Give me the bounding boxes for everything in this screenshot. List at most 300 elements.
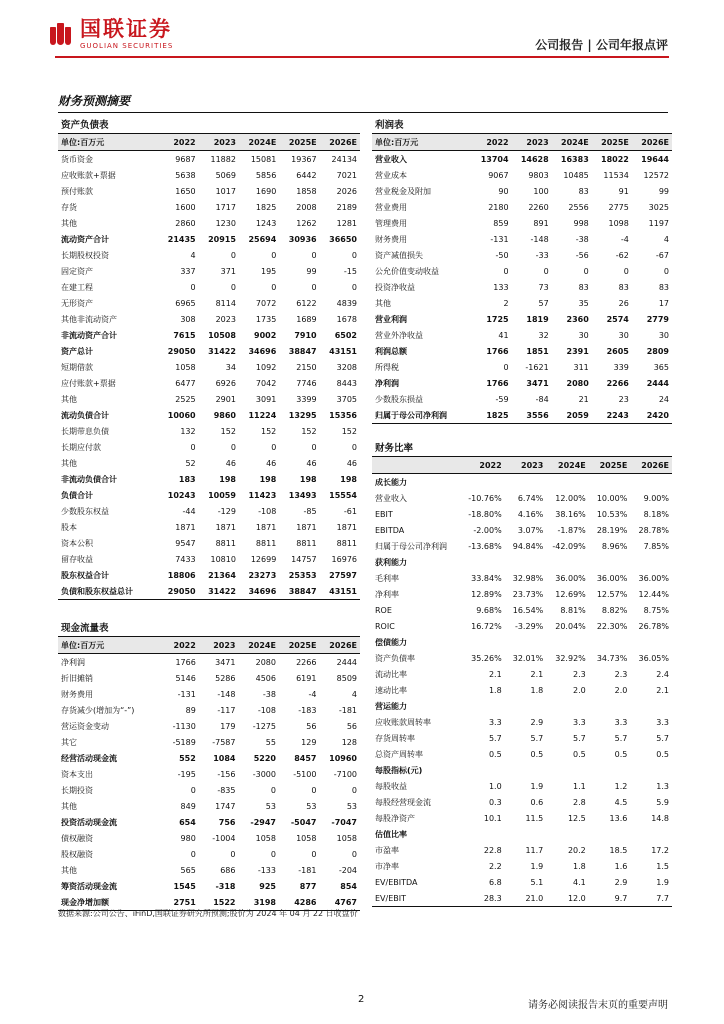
cell-value: -10.76% <box>468 493 502 503</box>
cell-value: 5.7 <box>573 733 586 743</box>
cell-value: 35.26% <box>471 653 502 663</box>
cell-value: 3705 <box>336 394 357 404</box>
cell-value: 15554 <box>329 490 357 500</box>
cell-value: 26.78% <box>638 621 669 631</box>
cell-value <box>589 826 631 842</box>
cell-value: 34 <box>225 362 236 372</box>
cell-value: 1098 <box>608 218 629 228</box>
table-row <box>372 602 672 618</box>
table-row <box>58 718 360 734</box>
row-label: 营业费用 <box>375 202 407 212</box>
table-row <box>372 522 672 538</box>
table-row <box>372 586 672 602</box>
cell-value: 38847 <box>279 583 319 600</box>
cell-value: 2.4 <box>656 669 669 679</box>
cell-value: 32.92% <box>555 653 586 663</box>
cell-value: 2901 <box>215 394 236 404</box>
table-row <box>372 698 672 714</box>
row-label: 长期投资 <box>61 785 93 795</box>
cell-value: 6191 <box>296 673 317 683</box>
cell-value: 13.6 <box>609 813 628 823</box>
table-row <box>58 375 360 391</box>
cell-value: 0 <box>351 785 357 795</box>
cell-value: 337 <box>180 266 196 276</box>
cell-value: 1084 <box>213 753 236 763</box>
cell-value: 1058 <box>296 833 317 843</box>
cell-value: 14.8 <box>651 813 669 823</box>
table-row <box>58 327 360 343</box>
cell-value: 152 <box>261 426 277 436</box>
cash-flow-table <box>58 618 360 911</box>
cell-value: 12.69% <box>555 589 586 599</box>
cell-value: 1243 <box>255 218 277 228</box>
cell-value <box>589 698 631 714</box>
table-row <box>372 778 672 794</box>
cell-value: 1.3 <box>656 781 669 791</box>
row-label: 债权融资 <box>61 833 93 843</box>
header-year: 2025E <box>589 457 631 474</box>
cell-value <box>630 762 672 778</box>
cell-value: 12.57% <box>596 589 628 599</box>
cell-value: 5.7 <box>656 733 669 743</box>
header-unit: 单位:百万元 <box>58 134 158 151</box>
cell-value: 2574 <box>606 314 629 324</box>
cell-value: 0 <box>543 266 549 276</box>
table-row <box>58 846 360 862</box>
table-row <box>372 730 672 746</box>
row-label: 每股净资产 <box>375 813 415 823</box>
row-label: 资本公积 <box>61 538 93 548</box>
row-label: 毛利率 <box>375 573 399 583</box>
cell-value: 2420 <box>632 407 672 424</box>
cell-value: 0 <box>270 785 276 795</box>
row-label: 速动比率 <box>375 685 407 695</box>
cell-value <box>505 554 547 570</box>
cell-value: 1689 <box>296 314 317 324</box>
row-label: ROE <box>375 605 392 615</box>
header-year: 2024E <box>552 134 592 151</box>
cell-value: 2525 <box>175 394 196 404</box>
cell-value: 21435 <box>167 234 196 244</box>
cell-value: 0 <box>230 849 236 859</box>
table-row <box>58 199 360 215</box>
cell-value: 1600 <box>175 202 196 212</box>
cell-value: 891 <box>533 218 549 228</box>
cell-value: -7100 <box>333 769 357 779</box>
cell-value: -13.68% <box>468 541 502 551</box>
row-label: 每股指标(元) <box>375 765 423 775</box>
table-row <box>58 503 360 519</box>
cell-value: 28.78% <box>638 525 669 535</box>
table-row <box>372 826 672 842</box>
cell-value: 1871 <box>296 522 317 532</box>
cell-value: 22.30% <box>596 621 628 631</box>
cell-value <box>546 698 589 714</box>
cell-value: 24134 <box>331 154 357 164</box>
row-label: 货币资金 <box>61 154 93 164</box>
cell-value: 2059 <box>552 407 592 424</box>
cell-value: 46 <box>266 458 277 468</box>
table-row <box>58 343 360 359</box>
cell-value: 34.73% <box>596 653 628 663</box>
cell-value: 35 <box>578 298 589 308</box>
row-label: 流动比率 <box>375 669 407 679</box>
cell-value: 43151 <box>329 346 357 356</box>
table-row <box>58 151 360 168</box>
cell-value <box>462 554 505 570</box>
table-header-row <box>372 457 672 474</box>
table-row <box>58 551 360 567</box>
table-header-row <box>372 134 672 151</box>
cell-value: 0 <box>583 266 589 276</box>
cell-value: -2947 <box>250 817 276 827</box>
table-row <box>58 295 360 311</box>
cell-value: 552 <box>179 753 196 763</box>
financial-ratios-table <box>372 438 672 907</box>
cell-value: 46 <box>346 458 357 468</box>
row-label: 估值比率 <box>375 829 407 839</box>
cell-value: 5638 <box>175 170 196 180</box>
row-label: 流动负债合计 <box>61 410 109 420</box>
cell-value <box>546 474 589 491</box>
cell-value: -148 <box>530 234 549 244</box>
cell-value: 179 <box>220 721 236 731</box>
cell-value: 7072 <box>255 298 277 308</box>
cell-value: 28.19% <box>596 525 628 535</box>
row-label: 市盈率 <box>375 845 399 855</box>
cell-value: 128 <box>341 737 357 747</box>
cell-value: -42.09% <box>552 541 586 551</box>
table-row <box>372 199 672 215</box>
table-row <box>58 231 360 247</box>
row-label: 非流动资产合计 <box>61 330 117 340</box>
header-year: 2022 <box>159 637 199 654</box>
cell-value: 27597 <box>329 570 357 580</box>
table-row <box>58 782 360 798</box>
header-year: 2023 <box>199 637 239 654</box>
cell-value: 1819 <box>526 314 549 324</box>
cell-value: 4.5 <box>614 797 628 807</box>
table-row <box>372 746 672 762</box>
table-row <box>58 279 360 295</box>
cell-value: 152 <box>301 426 317 436</box>
cell-value: 17.2 <box>651 845 669 855</box>
row-label: 每股经营现金流 <box>375 797 431 807</box>
cell-value: 30 <box>658 330 669 340</box>
cell-value: 1717 <box>215 202 236 212</box>
cell-value: 23 <box>618 394 629 404</box>
table-row <box>372 874 672 890</box>
cell-value: 198 <box>219 474 236 484</box>
header-year: 2026E <box>632 134 672 151</box>
cell-value: 0 <box>190 442 196 452</box>
cell-value: 3556 <box>512 407 552 424</box>
table-caption: 利润表 <box>372 115 672 134</box>
row-label: 其他 <box>61 218 77 228</box>
cell-value: 6502 <box>334 330 357 340</box>
cell-value: 198 <box>299 474 317 484</box>
cell-value: 12.89% <box>471 589 502 599</box>
row-label: 每股收益 <box>375 781 407 791</box>
cell-value: -7047 <box>331 817 357 827</box>
cell-value: 94.84% <box>512 541 544 551</box>
row-label: EBIT <box>375 509 393 519</box>
header-unit: 单位:百万元 <box>372 134 471 151</box>
cell-value: -148 <box>217 689 236 699</box>
table-row <box>58 702 360 718</box>
cell-value: -181 <box>298 865 317 875</box>
cell-value: 31422 <box>208 346 236 356</box>
table-row <box>58 167 360 183</box>
cell-value: 11534 <box>603 170 629 180</box>
cell-value: 34696 <box>248 346 277 356</box>
header-year: 2023 <box>512 134 552 151</box>
data-source-note: 数据来源:公司公告、iFinD,国联证券研究所预测;股价为 2024 年 04 月 22 日收盘价 <box>58 909 358 918</box>
cell-value: 90 <box>498 186 509 196</box>
cell-value: -84 <box>535 394 549 404</box>
row-label: 预付账款 <box>61 186 93 196</box>
cell-value: 1058 <box>255 833 276 843</box>
cell-value: -67 <box>655 250 669 260</box>
cell-value: 8.96% <box>601 541 628 551</box>
cell-value: -183 <box>298 705 317 715</box>
table-row <box>372 650 672 666</box>
cell-value: 83 <box>658 282 669 292</box>
cell-value: 2243 <box>592 407 632 424</box>
cell-value: 73 <box>538 282 549 292</box>
table-row <box>58 750 360 766</box>
table-row <box>58 263 360 279</box>
row-label: 资产负债率 <box>375 653 415 663</box>
cell-value: 8811 <box>255 538 277 548</box>
cell-value: 365 <box>653 362 669 372</box>
table-row <box>58 311 360 327</box>
cell-value: 8811 <box>296 538 317 548</box>
logo-text-en: GUOLIAN SECURITIES <box>80 42 174 50</box>
cell-value: 53 <box>346 801 357 811</box>
cell-value: 2605 <box>606 346 629 356</box>
cell-value: 10485 <box>563 170 589 180</box>
cell-value: 3025 <box>648 202 669 212</box>
row-label: 财务费用 <box>61 689 93 699</box>
logo-text-cn: 国联证券 <box>80 17 172 41</box>
cell-value: 17 <box>658 298 669 308</box>
cell-value: 4286 <box>279 894 319 911</box>
cell-value: 1858 <box>296 186 317 196</box>
cell-value: 34696 <box>239 583 279 600</box>
cell-value: 18.5 <box>609 845 628 855</box>
cell-value: 198 <box>340 474 357 484</box>
cell-value: 2809 <box>646 346 669 356</box>
cell-value: 9547 <box>175 538 196 548</box>
cell-value: -62 <box>615 250 629 260</box>
cell-value: 12699 <box>250 554 277 564</box>
cell-value: 2444 <box>336 657 357 667</box>
cell-value: 15081 <box>250 154 277 164</box>
row-label: 资本支出 <box>61 769 93 779</box>
cell-value: 1725 <box>486 314 509 324</box>
cell-value: 133 <box>493 282 509 292</box>
cell-value: 2860 <box>175 218 196 228</box>
cell-value: 52 <box>185 458 196 468</box>
table-row <box>58 471 360 487</box>
cell-value: 13493 <box>288 490 317 500</box>
cell-value: 83 <box>578 186 589 196</box>
row-label: 偿债能力 <box>375 637 407 647</box>
cell-value: 41 <box>498 330 509 340</box>
row-label: 股权融资 <box>61 849 93 859</box>
cell-value: 16976 <box>331 554 357 564</box>
cell-value: 0 <box>271 442 277 452</box>
cell-value: 5146 <box>175 673 196 683</box>
cell-value: 7433 <box>175 554 196 564</box>
cell-value: -1621 <box>525 362 549 372</box>
cell-value: -129 <box>217 506 236 516</box>
row-label: 股东权益合计 <box>61 570 109 580</box>
cell-value: -181 <box>338 705 357 715</box>
cell-value: -56 <box>575 250 589 260</box>
cell-value: 1.8 <box>488 685 502 695</box>
cell-value <box>630 474 672 491</box>
header-year: 2026E <box>630 457 672 474</box>
cell-value: 2444 <box>646 378 669 388</box>
row-label: 短期借款 <box>61 362 93 372</box>
cell-value: 10.53% <box>596 509 628 519</box>
cell-value: 5.9 <box>656 797 669 807</box>
cell-value: 53 <box>265 801 276 811</box>
cell-value: 1.5 <box>656 861 669 871</box>
cell-value: 2.1 <box>656 685 669 695</box>
cell-value: 10508 <box>208 330 236 340</box>
cell-value: 9860 <box>213 410 236 420</box>
cell-value: -1130 <box>172 721 196 731</box>
cell-value: 5220 <box>253 753 276 763</box>
cell-value: 2.0 <box>614 685 628 695</box>
row-label: 负债合计 <box>61 490 93 500</box>
cell-value: 7.7 <box>630 890 672 907</box>
cell-value: 2779 <box>646 314 669 324</box>
cell-value: 1.8 <box>573 861 586 871</box>
cell-value: 6965 <box>175 298 196 308</box>
table-row <box>372 794 672 810</box>
cell-value: 22.8 <box>483 845 502 855</box>
cell-value: 3471 <box>215 657 236 667</box>
table-row <box>58 215 360 231</box>
row-label: 公允价值变动收益 <box>375 266 439 276</box>
table-row <box>372 554 672 570</box>
cell-value: -44 <box>182 506 196 516</box>
table-row <box>58 654 360 671</box>
cell-value: 1.8 <box>530 685 544 695</box>
cell-value: -3.29% <box>514 621 544 631</box>
cell-value: 83 <box>578 282 589 292</box>
row-label: 投资活动现金流 <box>61 817 117 827</box>
cell-value: 18806 <box>167 570 196 580</box>
cell-value: 152 <box>220 426 236 436</box>
cell-value: 16383 <box>560 154 589 164</box>
cell-value: 2 <box>503 298 509 308</box>
table-row <box>58 183 360 199</box>
cell-value: 89 <box>185 705 196 715</box>
table-row <box>58 878 360 894</box>
cell-value: 198 <box>259 474 277 484</box>
cell-value: 1017 <box>215 186 236 196</box>
header-year: 2023 <box>505 457 547 474</box>
table-row <box>372 890 672 907</box>
row-label: 其他 <box>61 865 77 875</box>
table-caption-row <box>372 115 672 134</box>
cell-value: -108 <box>258 506 277 516</box>
cell-value: 1871 <box>175 522 196 532</box>
cell-value: 1.2 <box>614 781 628 791</box>
table-caption: 资产负债表 <box>58 115 360 134</box>
cell-value: -4 <box>308 689 317 699</box>
cell-value: 36.00% <box>596 573 628 583</box>
cell-value: 8457 <box>294 753 317 763</box>
cell-value: 0 <box>311 250 317 260</box>
table-row <box>58 567 360 583</box>
table-header-row <box>58 134 360 151</box>
cell-value: 5.7 <box>614 733 628 743</box>
cell-value <box>589 474 631 491</box>
cell-value: -1275 <box>252 721 276 731</box>
table-row <box>372 295 672 311</box>
header-unit: 单位:百万元 <box>58 637 159 654</box>
table-row <box>372 391 672 407</box>
cell-value: -38 <box>575 234 589 244</box>
cell-value: 0.5 <box>573 749 586 759</box>
table-row <box>372 618 672 634</box>
cell-value: 1678 <box>336 314 357 324</box>
cell-value: -1004 <box>212 833 236 843</box>
table-row <box>372 359 672 375</box>
disclaimer-text: 请务必阅读报告末页的重要声明 <box>528 1000 668 1011</box>
table-row <box>372 570 672 586</box>
row-label: 管理费用 <box>375 218 407 228</box>
cell-value: 2775 <box>608 202 629 212</box>
table-row <box>372 634 672 650</box>
cell-value <box>589 634 631 650</box>
table-row <box>58 798 360 814</box>
table-row <box>372 762 672 778</box>
cell-value: 6122 <box>296 298 317 308</box>
row-label: 投资净收益 <box>375 282 415 292</box>
table-row <box>372 279 672 295</box>
cell-value: 32.98% <box>512 573 544 583</box>
table-row <box>372 842 672 858</box>
cell-value: -38 <box>262 689 276 699</box>
table-row <box>372 714 672 730</box>
row-label: 其他 <box>61 801 77 811</box>
cell-value: 2.3 <box>573 669 586 679</box>
row-label: 营业收入 <box>375 493 407 503</box>
cell-value: 2026 <box>336 186 357 196</box>
row-label: 其它 <box>61 737 77 747</box>
cell-value: 5286 <box>215 673 236 683</box>
cell-value: 6926 <box>215 378 236 388</box>
cell-value: 183 <box>178 474 196 484</box>
header-divider <box>55 56 669 58</box>
header-year: 2026E <box>319 637 360 654</box>
cell-value: -5189 <box>172 737 196 747</box>
cell-value: 4506 <box>255 673 276 683</box>
row-label: EV/EBIT <box>372 890 462 907</box>
cell-value: 19367 <box>291 154 317 164</box>
cell-value: 55 <box>265 737 276 747</box>
row-label: 非流动负债合计 <box>61 474 117 484</box>
cell-value: 2.8 <box>573 797 586 807</box>
cell-value: 91 <box>618 186 629 196</box>
